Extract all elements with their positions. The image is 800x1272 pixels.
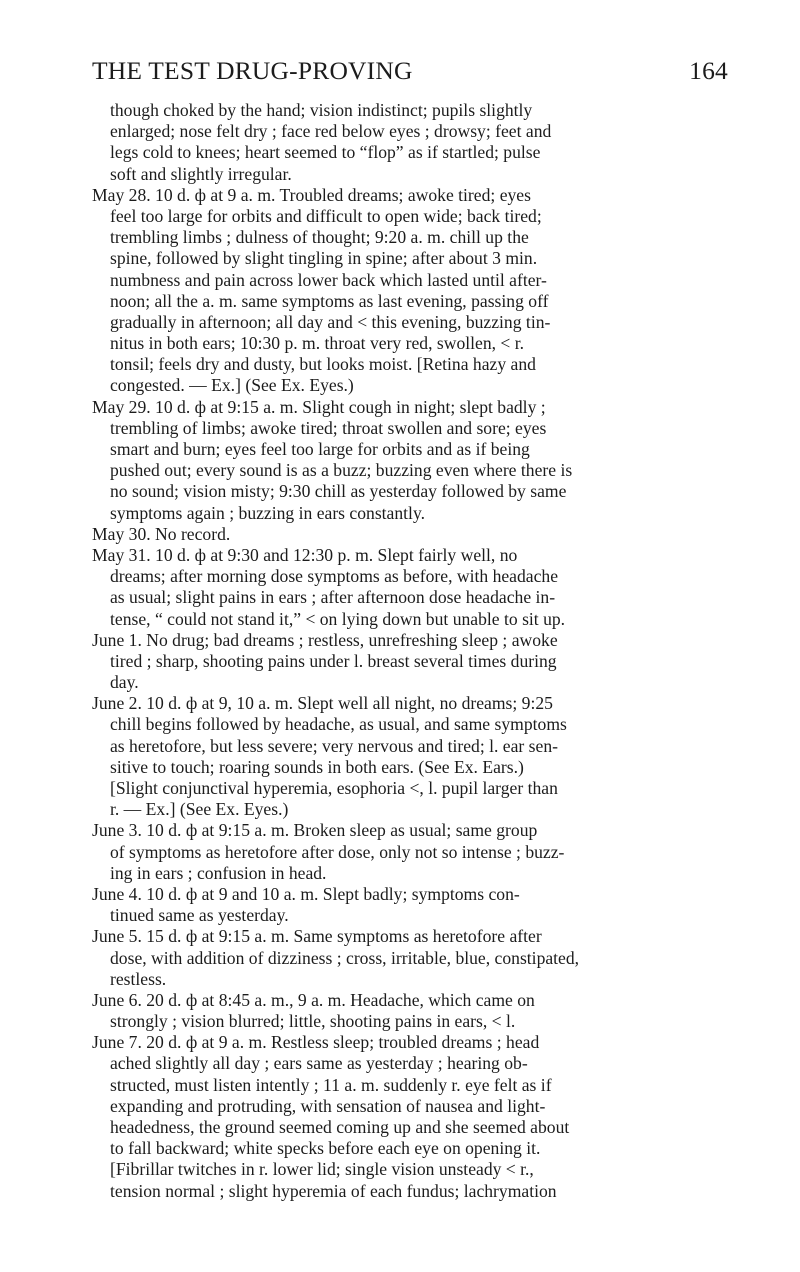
text-line: expanding and protruding, with sensation of nausea and light-	[110, 1095, 546, 1116]
text-line: pushed out; every sound is as a buzz; buzzing even where there is	[110, 460, 573, 481]
text-line: numbness and pain across lower back which lasted until after-	[110, 269, 547, 290]
text-line: to fall backward; white specks before each eye on opening it.	[110, 1138, 541, 1159]
text-line: legs cold to knees; heart seemed to “flop” as if startled; pulse	[110, 142, 541, 163]
text-line: tired ; sharp, shooting pains under l. breast several times during	[110, 650, 557, 671]
text-line: restless.	[110, 968, 167, 989]
text-line: chill begins followed by headache, as usual, and same symptoms	[110, 714, 567, 735]
running-head	[92, 56, 728, 90]
text-line: as heretofore, but less severe; very nervous and tired; l. ear sen-	[110, 735, 558, 756]
text-line: May 31. 10 d. ф at 9:30 and 12:30 p. m. Slept fairly well, no	[92, 544, 518, 565]
text-line: June 7. 20 d. ф at 9 a. m. Restless sleep; troubled dreams ; head	[92, 1032, 540, 1053]
text-line: no sound; vision misty; 9:30 chill as yesterday followed by same	[110, 481, 567, 502]
text-line: day.	[110, 672, 139, 693]
text-line: structed, must listen intently ; 11 a. m. suddenly r. eye felt as if	[110, 1074, 552, 1095]
text-line: [Fibrillar twitches in r. lower lid; single vision unsteady < r.,	[110, 1159, 534, 1180]
text-line: tonsil; feels dry and dusty, but looks moist. [Retina hazy and	[110, 354, 536, 375]
text-line: tension normal ; slight hyperemia of each fundus; lachrymation	[110, 1180, 557, 1201]
page-number: 164	[689, 56, 728, 85]
text-line: strongly ; vision blurred; little, shooting pains in ears, < l.	[110, 1011, 516, 1032]
text-line: enlarged; nose felt dry ; face red below eyes ; drowsy; feet and	[110, 121, 552, 142]
text-line: of symptoms as heretofore after dose, only not so intense ; buzz-	[110, 841, 565, 862]
text-line: sitive to touch; roaring sounds in both ears. (See Ex. Ears.)	[110, 756, 524, 777]
text-line: May 28. 10 d. ф at 9 a. m. Troubled dreams; awoke tired; eyes	[92, 184, 531, 205]
text-line: noon; all the a. m. same symptoms as last evening, passing off	[110, 290, 549, 311]
text-line: trembling of limbs; awoke tired; throat swollen and sore; eyes	[110, 417, 547, 438]
text-line: tense, “ could not stand it,” < on lying down but unable to sit up.	[110, 608, 566, 629]
text-line: gradually in afternoon; all day and < this evening, buzzing tin-	[110, 311, 551, 332]
text-line: congested. — Ex.] (See Ex. Eyes.)	[110, 375, 354, 396]
text-line: June 1. No drug; bad dreams ; restless, unrefreshing sleep ; awoke	[92, 629, 558, 650]
text-line: June 4. 10 d. ф at 9 and 10 a. m. Slept badly; symptoms con-	[92, 883, 520, 904]
text-line: June 6. 20 d. ф at 8:45 a. m., 9 a. m. Headache, which came on	[92, 989, 535, 1010]
text-line: nitus in both ears; 10:30 p. m. throat very red, swollen, < r.	[110, 333, 525, 354]
text-line: smart and burn; eyes feel too large for orbits and as if being	[110, 439, 530, 459]
text-line: ing in ears ; confusion in head.	[110, 862, 327, 883]
running-head-title: THE TEST DRUG-PROVING	[92, 56, 413, 85]
text-line: though choked by the hand; vision indistinct; pupils slightly	[110, 100, 533, 120]
body-text	[92, 100, 742, 1202]
text-line: r. — Ex.] (See Ex. Eyes.)	[110, 799, 289, 820]
text-line: June 2. 10 d. ф at 9, 10 a. m. Slept well all night, no dreams; 9:25	[92, 693, 553, 714]
text-line: ached slightly all day ; ears same as yesterday ; hearing ob-	[110, 1053, 528, 1074]
text-line: May 29. 10 d. ф at 9:15 a. m. Slight cough in night; slept badly ;	[92, 396, 546, 417]
text-line: tinued same as yesterday.	[110, 905, 289, 926]
text-line: trembling limbs ; dulness of thought; 9:20 a. m. chill up the	[110, 227, 529, 248]
text-line: headedness, the ground seemed coming up and she seemed about	[110, 1117, 570, 1137]
text-line: May 30. No record.	[92, 523, 231, 544]
text-line: June 5. 15 d. ф at 9:15 a. m. Same symptoms as heretofore after	[92, 926, 542, 947]
text-line: June 3. 10 d. ф at 9:15 a. m. Broken sleep as usual; same group	[92, 820, 538, 841]
text-line: spine, followed by slight tingling in spine; after about 3 min.	[110, 248, 538, 269]
text-line: dreams; after morning dose symptoms as before, with headache	[110, 566, 559, 587]
text-line: [Slight conjunctival hyperemia, esophoria <, l. pupil larger than	[110, 778, 558, 798]
text-line: symptoms again ; buzzing in ears constantly.	[110, 502, 425, 523]
text-line: feel too large for orbits and difficult to open wide; back tired;	[110, 205, 542, 226]
text-line: soft and slightly irregular.	[110, 163, 292, 184]
text-line: dose, with addition of dizziness ; cross, irritable, blue, constipated,	[110, 947, 580, 968]
text-line: as usual; slight pains in ears ; after afternoon dose headache in-	[110, 587, 556, 608]
